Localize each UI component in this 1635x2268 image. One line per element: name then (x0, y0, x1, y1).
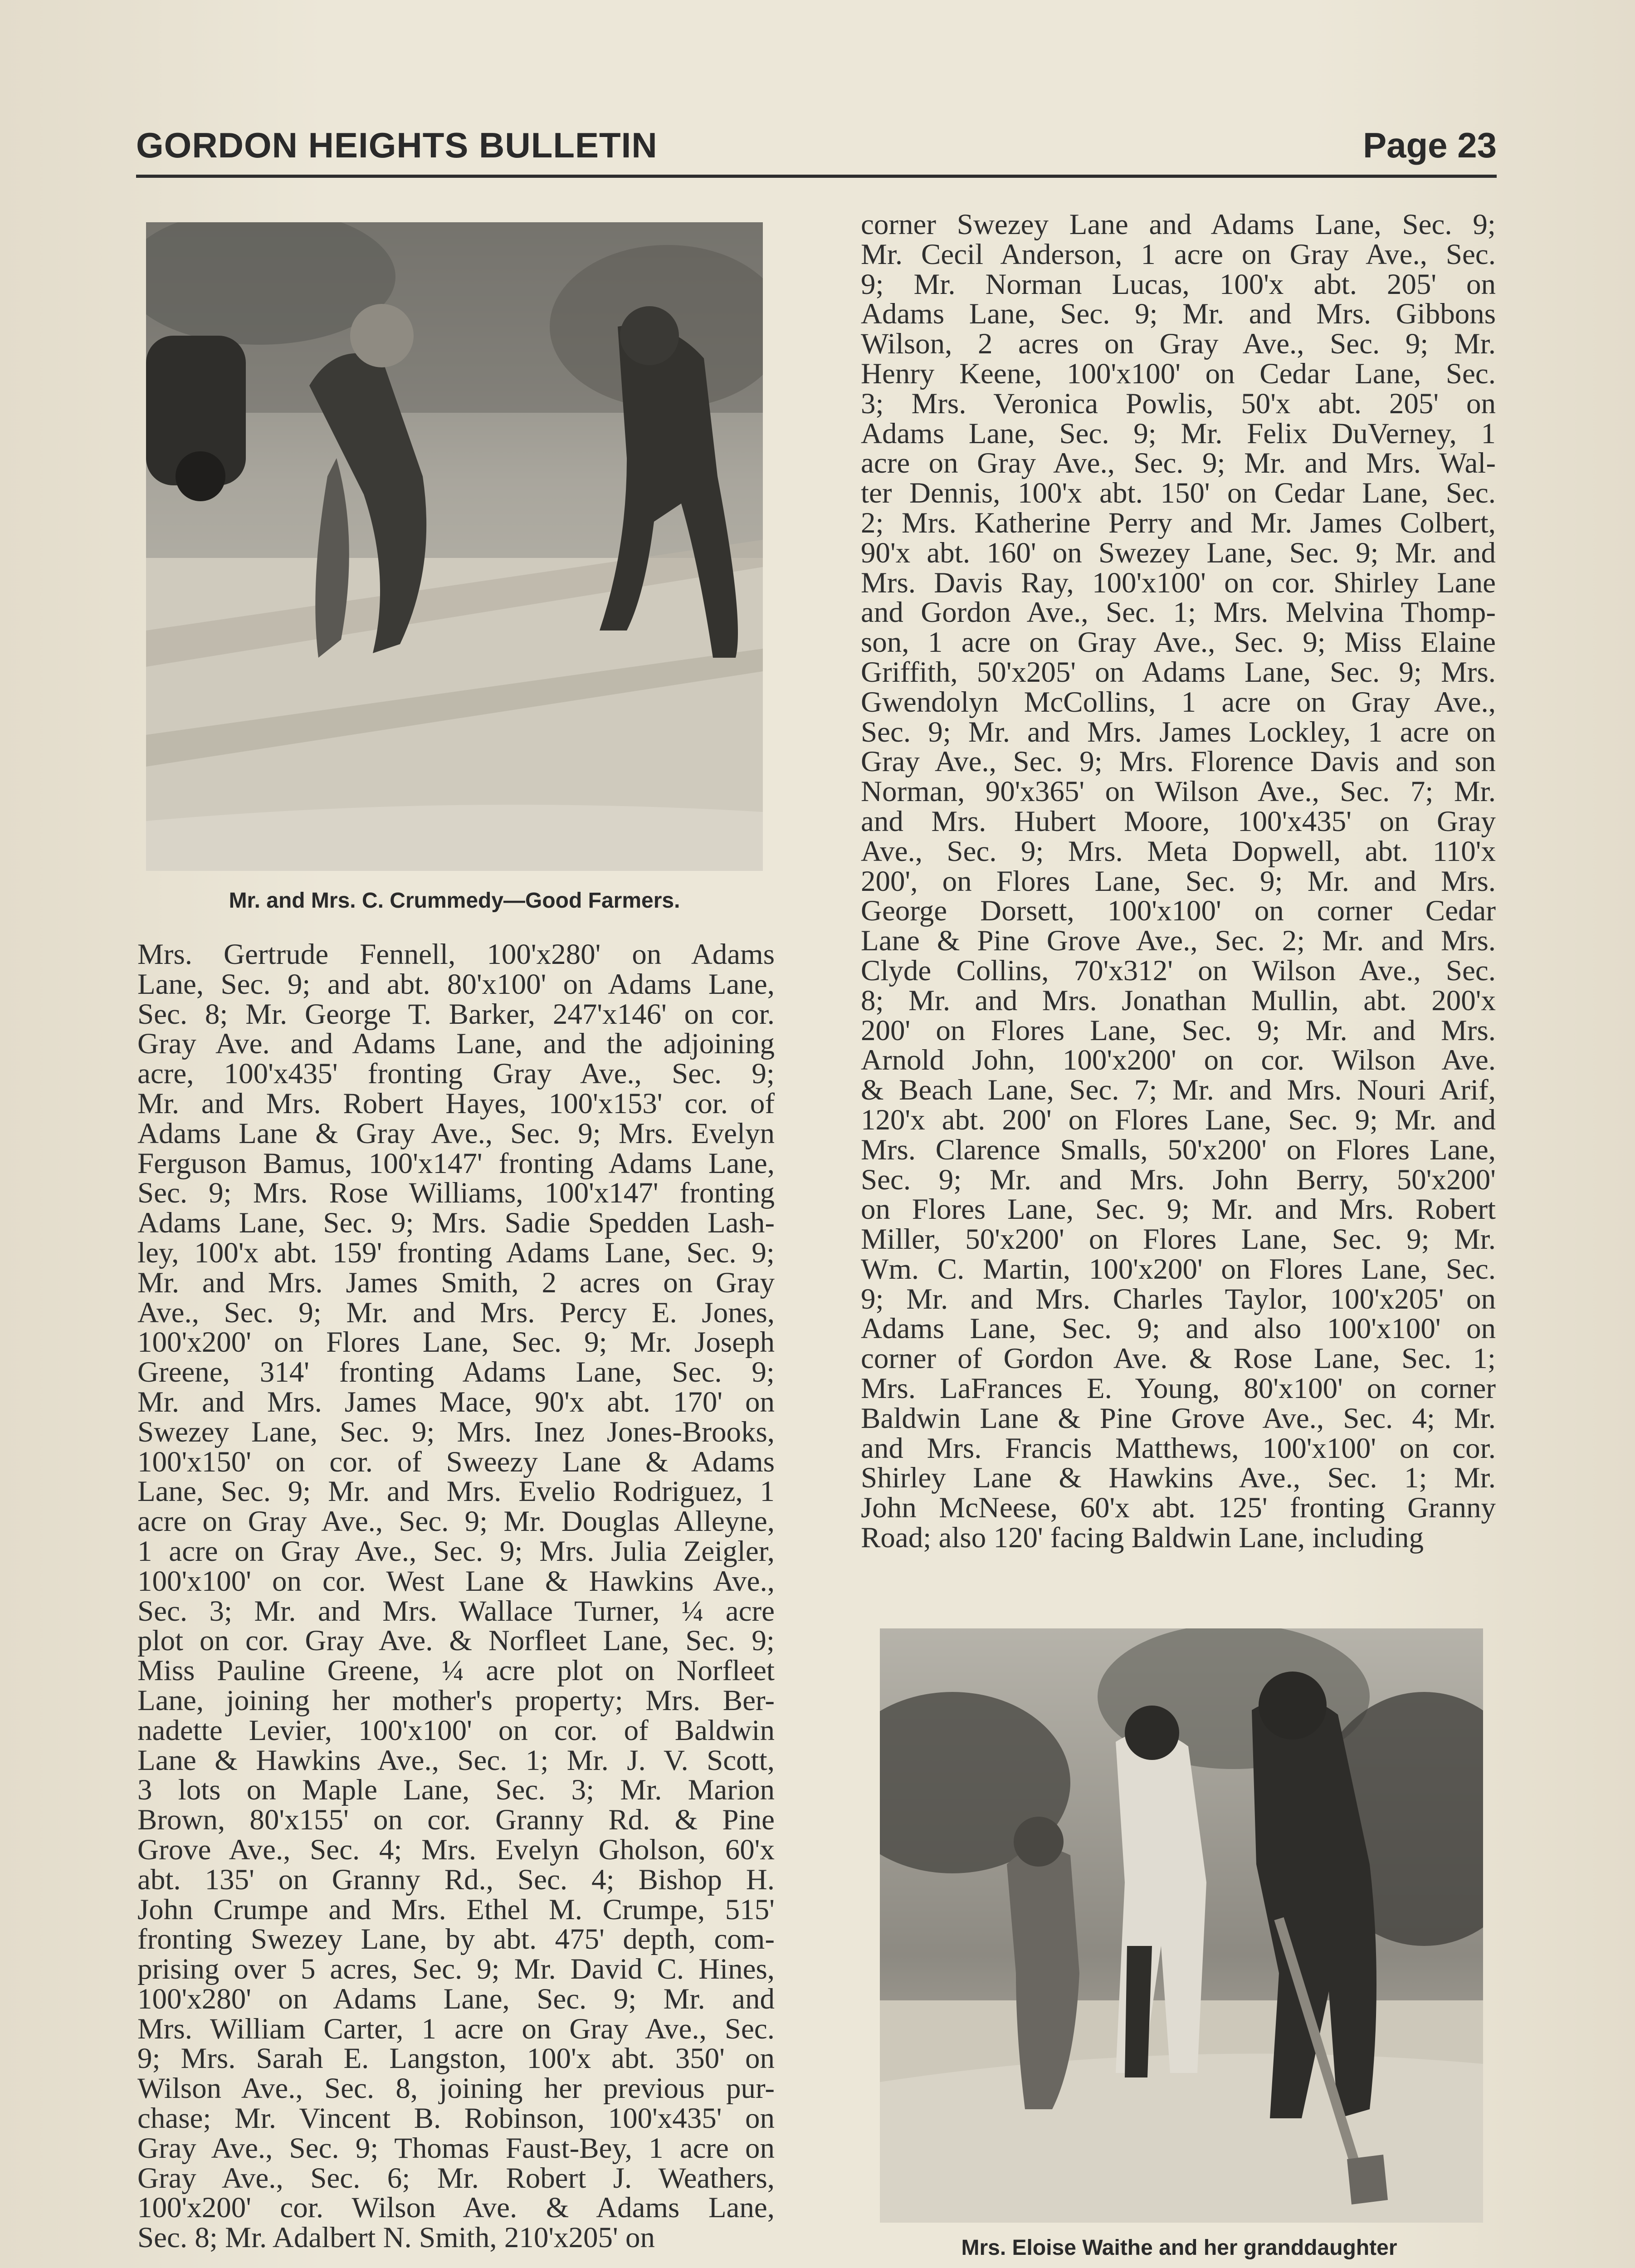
text-line: Sec. 8; Mr. George T. Barker, 247'x146' on cor. (137, 997, 775, 1031)
text-line: Adams Lane, Sec. 9; and also 100'x100' on (861, 1312, 1496, 1345)
text-line: prising over 5 acres, Sec. 9; Mr. David C. Hines, (137, 1953, 775, 1986)
text-line: Ave., Sec. 9; Mr. and Mrs. Percy E. Jones, (137, 1296, 775, 1329)
text-line: corner of Gordon Ave. & Rose Lane, Sec. 1; (861, 1342, 1496, 1375)
text-line: Gray Ave., Sec. 9; Thomas Faust-Bey, 1 acre on (137, 2131, 775, 2165)
text-line: Arnold John, 100'x200' on cor. Wilson Ave. (861, 1044, 1496, 1077)
text-line: Lane, Sec. 9; Mr. and Mrs. Evelio Rodriguez, 1 (137, 1475, 775, 1508)
text-line: 100'x150' on cor. of Sweezy Lane & Adams (137, 1445, 775, 1478)
text-line: Henry Keene, 100'x100' on Cedar Lane, Sec. (861, 357, 1496, 390)
text-line: Griffith, 50'x205' on Adams Lane, Sec. 9; Mrs. (861, 655, 1496, 689)
text-line: Lane, joining her mother's property; Mrs. Ber- (137, 1684, 775, 1717)
text-line: Adams Lane, Sec. 9; Mr. and Mrs. Gibbons (861, 298, 1496, 331)
text-line: 100'x200' on Flores Lane, Sec. 9; Mr. Joseph (137, 1326, 775, 1359)
text-line: Mr. and Mrs. Robert Hayes, 100'x153' cor. of (137, 1087, 775, 1120)
text-line: Road; also 120' facing Baldwin Lane, including (861, 1521, 1424, 1554)
text-line: 100'x100' on cor. West Lane & Hawkins Ave., (137, 1564, 775, 1598)
photo-garden-caption-line1: Mrs. Eloise Waithe and her granddaughter (961, 2236, 1397, 2260)
text-line: Adams Lane, Sec. 9; Mr. Felix DuVerney, 1 (861, 417, 1496, 450)
text-line: Ave., Sec. 9; Mrs. Meta Dopwell, abt. 110'x (861, 835, 1496, 868)
text-line: John Crumpe and Mrs. Ethel M. Crumpe, 515' (137, 1893, 775, 1926)
text-line: nadette Levier, 100'x100' on cor. of Baldwin (137, 1714, 775, 1747)
text-line: acre on Gray Ave., Sec. 9; Mr. Douglas Alleyne, (137, 1505, 775, 1538)
photo-garden-caption (862, 2232, 1497, 2268)
text-line: Adams Lane & Gray Ave., Sec. 9; Mrs. Evelyn (137, 1117, 775, 1150)
text-line: Wilson Ave., Sec. 8, joining her previous pur- (137, 2072, 775, 2105)
text-line: 100'x200' cor. Wilson Ave. & Adams Lane, (137, 2191, 775, 2224)
text-line: Mr. and Mrs. James Mace, 90'x abt. 170' on (137, 1385, 775, 1418)
text-line: Mr. Cecil Anderson, 1 acre on Gray Ave., Sec. (861, 238, 1496, 271)
text-line: John McNeese, 60'x abt. 125' fronting Granny (861, 1491, 1496, 1525)
right-column-text (861, 210, 1496, 1553)
text-line: Norman, 90'x365' on Wilson Ave., Sec. 7; Mr. (861, 775, 1496, 808)
text-line: Sec. 9; Mrs. Rose Williams, 100'x147' fronting (137, 1177, 775, 1210)
text-line: 200' on Flores Lane, Sec. 9; Mr. and Mrs. (861, 1014, 1496, 1047)
text-line: 8; Mr. and Mrs. Jonathan Mullin, abt. 200'x (861, 984, 1496, 1017)
text-line: Brown, 80'x155' on cor. Granny Rd. & Pine (137, 1804, 775, 1837)
left-column-lines (137, 940, 775, 2253)
text-line: 200', on Flores Lane, Sec. 9; Mr. and Mrs. (861, 865, 1496, 898)
text-line: Gwendolyn McCollins, 1 acre on Gray Ave., (861, 685, 1496, 719)
text-line: 90'x abt. 160' on Swezey Lane, Sec. 9; Mr. and (861, 536, 1496, 569)
text-line: 3; Mrs. Veronica Powlis, 50'x abt. 205' on (861, 387, 1496, 420)
text-line: Gray Ave., Sec. 6; Mr. Robert J. Weathers, (137, 2161, 775, 2195)
text-line: Sec. 9; Mr. and Mrs. John Berry, 50'x200' (861, 1163, 1496, 1196)
text-line: Grove Ave., Sec. 4; Mrs. Evelyn Gholson, 60'x (137, 1833, 775, 1866)
text-line: 2; Mrs. Katherine Perry and Mr. James Colbert, (861, 506, 1496, 539)
text-line: Wilson, 2 acres on Gray Ave., Sec. 9; Mr. (861, 327, 1496, 361)
text-line: George Dorsett, 100'x100' on corner Cedar (861, 894, 1496, 928)
text-line: 3 lots on Maple Lane, Sec. 3; Mr. Marion (137, 1774, 775, 1807)
text-line: abt. 135' on Granny Rd., Sec. 4; Bishop H. (137, 1863, 775, 1896)
text-line: Lane, Sec. 9; and abt. 80'x100' on Adams Lane, (137, 968, 775, 1001)
text-line: Baldwin Lane & Pine Grove Ave., Sec. 4; Mr. (861, 1402, 1496, 1435)
text-line: & Beach Lane, Sec. 7; Mr. and Mrs. Nouri Arif, (861, 1074, 1496, 1107)
page-header (136, 116, 1497, 178)
text-line: on Flores Lane, Sec. 9; Mr. and Mrs. Robert (861, 1193, 1496, 1226)
text-line: 9; Mr. Norman Lucas, 100'x abt. 205' on (861, 268, 1496, 301)
text-line: son, 1 acre on Gray Ave., Sec. 9; Miss Elaine (861, 626, 1496, 659)
text-line: Greene, 314' fronting Adams Lane, Sec. 9; (137, 1356, 775, 1389)
text-line: Sec. 3; Mr. and Mrs. Wallace Turner, ¼ acre (137, 1594, 775, 1628)
page-number: Page 23 (1363, 125, 1497, 165)
text-line: Mrs. Davis Ray, 100'x100' on cor. Shirley Lane (861, 566, 1496, 599)
text-line: Clyde Collins, 70'x312' on Wilson Ave., Sec. (861, 954, 1496, 987)
bulletin-title: GORDON HEIGHTS BULLETIN (136, 125, 658, 165)
photo-garden-tending-image (880, 1628, 1483, 2223)
text-line: acre on Gray Ave., Sec. 9; Mr. and Mrs. Wal- (861, 447, 1496, 480)
text-line: Sec. 8; Mr. Adalbert N. Smith, 210'x205' on (137, 2221, 655, 2254)
text-line: Swezey Lane, Sec. 9; Mrs. Inez Jones-Brooks, (137, 1415, 775, 1448)
text-line: Miller, 50'x200' on Flores Lane, Sec. 9; Mr. (861, 1223, 1496, 1256)
text-line: Shirley Lane & Hawkins Ave., Sec. 1; Mr. (861, 1461, 1496, 1495)
text-line: 9; Mrs. Sarah E. Langston, 100'x abt. 350' on (137, 2042, 775, 2075)
text-line: and Gordon Ave., Sec. 1; Mrs. Melvina Thomp- (861, 596, 1496, 629)
text-line: 1 acre on Gray Ave., Sec. 9; Mrs. Julia Zeigler, (137, 1535, 775, 1568)
text-line: Sec. 9; Mr. and Mrs. James Lockley, 1 acre on (861, 715, 1496, 748)
photo-couple-farming-image (146, 222, 763, 871)
text-line: Mr. and Mrs. James Smith, 2 acres on Gray (137, 1266, 775, 1299)
text-line: chase; Mr. Vincent B. Robinson, 100'x435' on (137, 2102, 775, 2135)
text-line: 120'x abt. 200' on Flores Lane, Sec. 9; Mr. and (861, 1103, 1496, 1136)
text-line: Lane & Pine Grove Ave., Sec. 2; Mr. and Mrs. (861, 924, 1496, 958)
text-line: Lane & Hawkins Ave., Sec. 1; Mr. J. V. Scott, (137, 1744, 775, 1777)
text-line: ter Dennis, 100'x abt. 150' on Cedar Lane, Sec. (861, 477, 1496, 510)
photo-garden-caption-line2 (862, 2264, 1497, 2268)
photo-garden-tending (880, 1628, 1483, 2223)
photo-couple-farming (146, 222, 763, 871)
text-line: and Mrs. Hubert Moore, 100'x435' on Gray (861, 805, 1496, 838)
text-line: Mrs. William Carter, 1 acre on Gray Ave., Sec. (137, 2012, 775, 2045)
text-line: 100'x280' on Adams Lane, Sec. 9; Mr. and (137, 1982, 775, 2015)
text-line: corner Swezey Lane and Adams Lane, Sec. 9; (861, 208, 1496, 241)
text-line: plot on cor. Gray Ave. & Norfleet Lane, Sec. 9; (137, 1624, 775, 1657)
text-line: 9; Mr. and Mrs. Charles Taylor, 100'x205' on (861, 1282, 1496, 1315)
text-line: acre, 100'x435' fronting Gray Ave., Sec. 9; (137, 1057, 775, 1090)
text-line: Miss Pauline Greene, ¼ acre plot on Norfleet (137, 1654, 775, 1687)
text-line: Ferguson Bamus, 100'x147' fronting Adams Lane, (137, 1147, 775, 1180)
text-line: fronting Swezey Lane, by abt. 475' depth, com- (137, 1923, 775, 1956)
text-line: Mrs. Clarence Smalls, 50'x200' on Flores Lane, (861, 1133, 1496, 1166)
photo-couple-caption: Mr. and Mrs. C. Crummedy—Good Farmers. (229, 889, 680, 913)
text-line: Gray Ave. and Adams Lane, and the adjoining (137, 1027, 775, 1061)
text-line: ley, 100'x abt. 159' fronting Adams Lane, Sec. 9; (137, 1236, 775, 1269)
text-line: and Mrs. Francis Matthews, 100'x100' on cor. (861, 1432, 1496, 1465)
left-column-text (137, 940, 775, 2253)
text-line: Gray Ave., Sec. 9; Mrs. Florence Davis and son (861, 745, 1496, 778)
right-column-lines (861, 210, 1496, 1553)
text-line: Mrs. LaFrances E. Young, 80'x100' on corner (861, 1372, 1496, 1405)
text-line: Wm. C. Martin, 100'x200' on Flores Lane, Sec. (861, 1252, 1496, 1286)
text-line: Adams Lane, Sec. 9; Mrs. Sadie Spedden Lash- (137, 1207, 775, 1240)
text-line: Mrs. Gertrude Fennell, 100'x280' on Adams (137, 938, 775, 971)
